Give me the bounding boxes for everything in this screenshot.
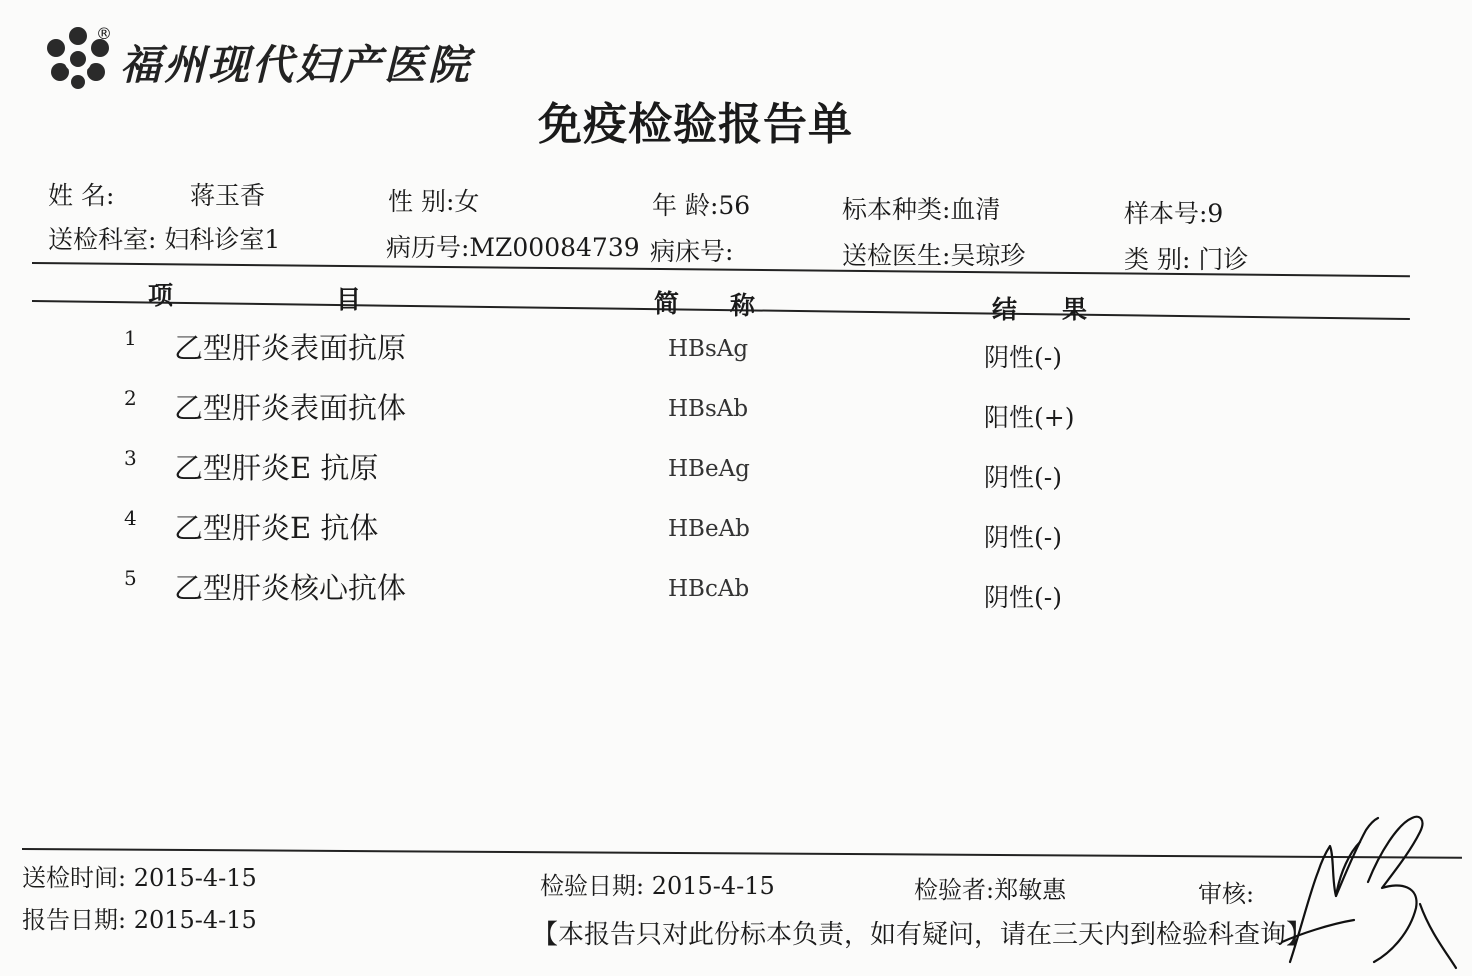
column-header-result-right: 果: [1062, 295, 1088, 324]
row-number: 3: [124, 446, 137, 470]
row-number: 2: [124, 386, 137, 410]
registered-mark: ®: [96, 24, 112, 43]
row-number: 1: [124, 326, 137, 350]
column-header-abbr-right: 称: [730, 291, 756, 320]
header-rule-bottom: [32, 300, 1410, 320]
name-label: 姓 名:: [48, 181, 115, 210]
row-item: 乙型肝炎核心抗体: [174, 571, 407, 605]
row-abbr: HBcAb: [668, 576, 750, 602]
row-abbr: HBeAb: [668, 516, 750, 542]
category-field: 类 别: 门诊: [1124, 245, 1249, 274]
row-abbr: HBsAg: [668, 336, 749, 362]
test-date: 检验日期: 2015-4-15: [540, 872, 775, 900]
column-header-abbr-left: 简: [654, 289, 680, 318]
row-result: 阴性(-): [984, 343, 1062, 372]
gender-field: 性 别:女: [388, 187, 480, 216]
column-header-item-left: 项: [148, 281, 174, 310]
column-header-result-left: 结: [992, 295, 1018, 324]
specimen-type-field: 标本种类:血清: [842, 195, 1001, 224]
report-title: 免疫检验报告单: [538, 99, 853, 150]
age-field: 年 龄:56: [652, 191, 751, 220]
row-result: 阴性(-): [984, 463, 1062, 492]
sample-number-field: 样本号:9: [1124, 199, 1224, 228]
row-item: 乙型肝炎表面抗原: [174, 331, 407, 365]
row-result: 阴性(-): [984, 583, 1062, 612]
row-result: 阴性(-): [984, 523, 1062, 552]
reviewer: 审核:: [1198, 880, 1255, 908]
row-number: 4: [124, 506, 137, 530]
tester: 检验者:郑敏惠: [914, 876, 1067, 904]
disclaimer-notice: 【本报告只对此份标本负责，如有疑问，请在三天内到检验科查询】: [532, 920, 1313, 950]
department-field: 送检科室: 妇科诊室1: [48, 225, 281, 254]
hospital-name: 福州现代妇产医院: [120, 41, 472, 89]
row-item: 乙型肝炎表面抗体: [174, 391, 407, 425]
row-abbr: HBeAg: [668, 456, 750, 482]
column-header-item-right: 目: [336, 285, 362, 314]
doctor-field: 送检医生:吴琼珍: [842, 241, 1026, 270]
row-item: 乙型肝炎E 抗原: [174, 451, 379, 485]
row-number: 5: [124, 566, 137, 590]
row-result: 阳性(+): [984, 403, 1075, 432]
report-date: 报告日期: 2015-4-15: [22, 906, 257, 934]
row-item: 乙型肝炎E 抗体: [174, 511, 379, 545]
submit-time: 送检时间: 2015-4-15: [22, 864, 257, 892]
record-number-field: 病历号:MZ00084739: [386, 233, 640, 262]
row-abbr: HBsAb: [668, 396, 749, 422]
name-value: 蒋玉香: [190, 181, 266, 210]
handwritten-signature: [1270, 812, 1460, 972]
bed-number-field: 病床号:: [650, 237, 734, 266]
